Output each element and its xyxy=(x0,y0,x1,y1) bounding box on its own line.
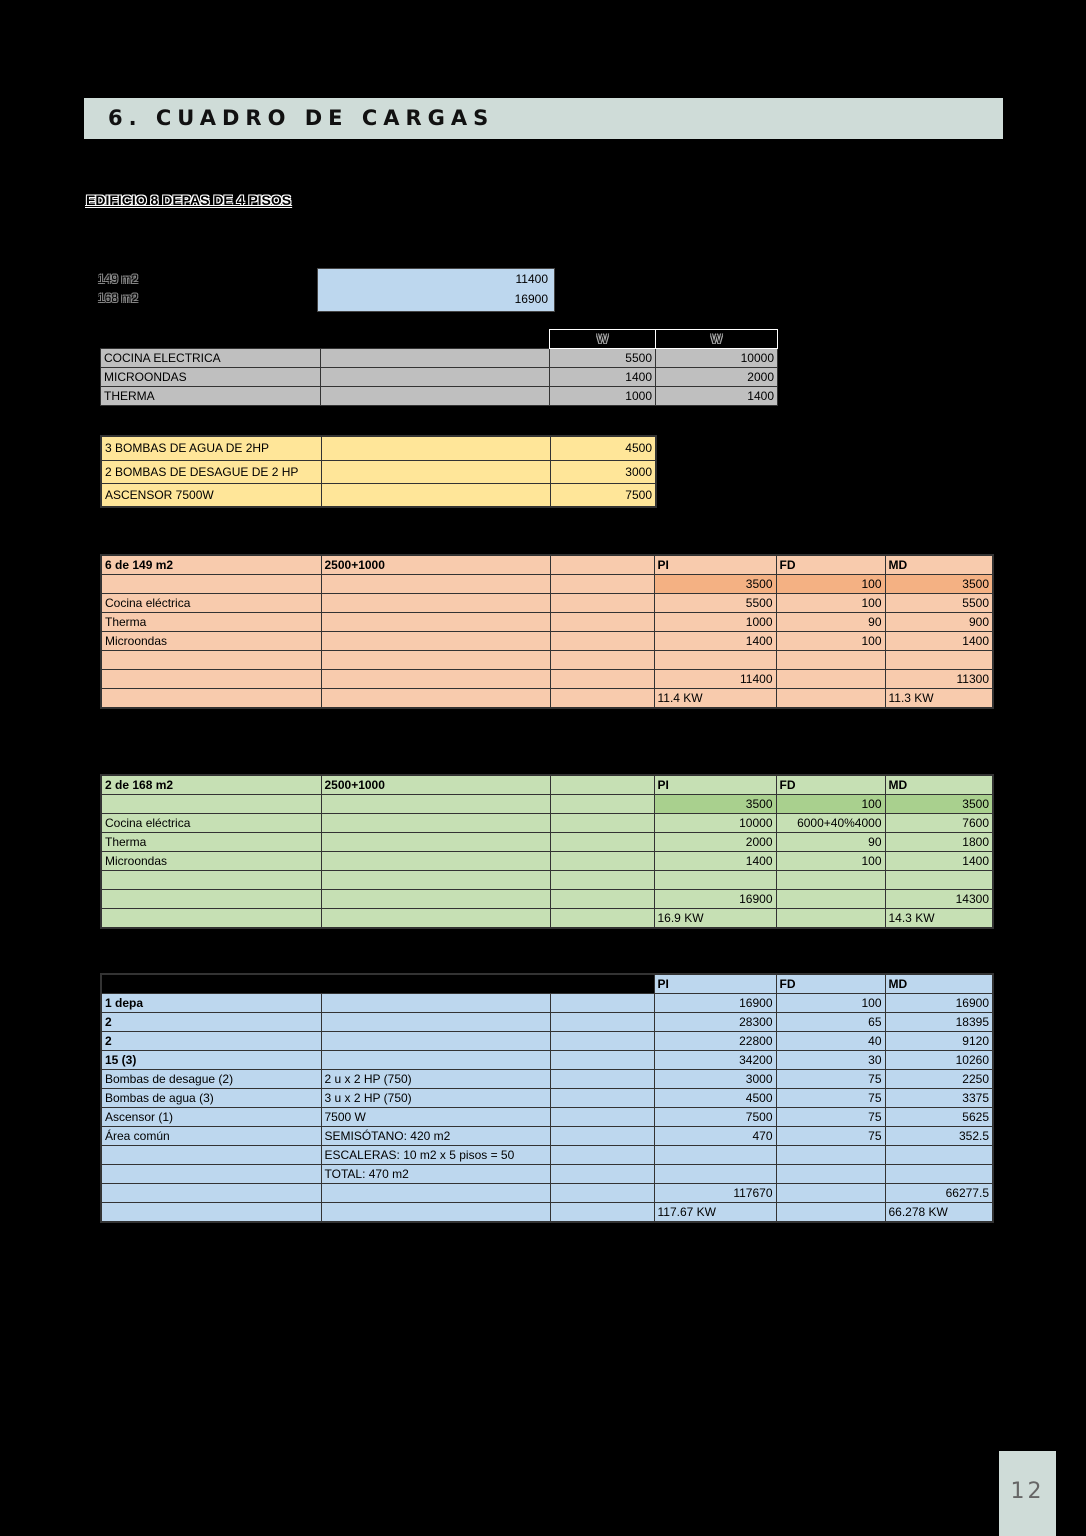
table-row xyxy=(101,689,993,709)
table-cell: 2 xyxy=(101,1032,321,1051)
building-subtitle: EDIFICIO 8 DEPAS DE 4 PISOS xyxy=(86,192,292,208)
table-cell xyxy=(321,613,550,632)
table-cell xyxy=(101,1184,321,1203)
table-row xyxy=(101,1070,993,1089)
table-cell: 7500 W xyxy=(321,1108,550,1127)
table-cell: 90 xyxy=(776,833,885,852)
table-cell: 1 depa xyxy=(101,994,321,1013)
total-load-table xyxy=(100,973,994,1223)
table-cell: 5625 xyxy=(885,1108,993,1127)
table-cell: 2 u x 2 HP (750) xyxy=(321,1070,550,1089)
table-cell: 16900 xyxy=(654,890,776,909)
table-cell xyxy=(321,833,550,852)
table-cell: 66.278 KW xyxy=(885,1203,993,1223)
table-cell xyxy=(654,1146,776,1165)
table-cell: 6000+40%4000 xyxy=(776,814,885,833)
table-cell xyxy=(885,651,993,670)
table-cell: 10000 xyxy=(656,349,778,368)
table-cell: 75 xyxy=(776,1070,885,1089)
header-cell: W xyxy=(656,330,778,349)
table-cell: FD xyxy=(776,555,885,575)
table-cell: 2 de 168 m2 xyxy=(101,775,321,795)
table-cell: Cocina eléctrica xyxy=(101,594,321,613)
table-row xyxy=(101,460,656,483)
table-cell: 66277.5 xyxy=(885,1184,993,1203)
table-cell: 1400 xyxy=(654,632,776,651)
table-cell: 11.4 KW xyxy=(654,689,776,709)
table-cell xyxy=(776,1165,885,1184)
table-cell: COCINA ELECTRICA xyxy=(101,349,321,368)
table-cell xyxy=(321,651,550,670)
table-cell xyxy=(321,1051,550,1070)
table-cell xyxy=(550,890,654,909)
table-cell xyxy=(321,594,550,613)
table-cell: 100 xyxy=(776,994,885,1013)
table-cell xyxy=(321,575,550,594)
table-cell: 22800 xyxy=(654,1032,776,1051)
table-cell: 1000 xyxy=(550,387,656,406)
table-cell: Microondas xyxy=(101,632,321,651)
table-cell: 75 xyxy=(776,1127,885,1146)
table-cell: 6 de 149 m2 xyxy=(101,555,321,575)
table-cell: PI xyxy=(654,775,776,795)
table-cell xyxy=(550,594,654,613)
table-cell xyxy=(776,890,885,909)
table-cell xyxy=(321,387,550,406)
table-cell xyxy=(101,871,321,890)
table-cell xyxy=(776,651,885,670)
table-cell: MD xyxy=(885,775,993,795)
table-cell xyxy=(321,349,550,368)
table-cell: 100 xyxy=(776,632,885,651)
table-cell: Cocina eléctrica xyxy=(101,814,321,833)
table-cell: 117.67 KW xyxy=(654,1203,776,1223)
table-cell xyxy=(101,689,321,709)
table-cell: 470 xyxy=(654,1127,776,1146)
table-cell: 11300 xyxy=(885,670,993,689)
table-cell xyxy=(550,1127,654,1146)
section-header xyxy=(84,98,1003,139)
table-cell: 10260 xyxy=(885,1051,993,1070)
table-cell xyxy=(550,670,654,689)
table-cell: 3000 xyxy=(550,460,656,483)
table-cell xyxy=(776,1146,885,1165)
table-cell xyxy=(550,871,654,890)
table-cell xyxy=(776,1184,885,1203)
table-cell: 352.5 xyxy=(885,1127,993,1146)
empty-cell xyxy=(550,974,654,994)
table-cell: 5500 xyxy=(550,349,656,368)
table-cell: 34200 xyxy=(654,1051,776,1070)
table-cell xyxy=(550,575,654,594)
table-cell: 4500 xyxy=(654,1089,776,1108)
table-cell: 16.9 KW xyxy=(654,909,776,929)
table-cell: 11.3 KW xyxy=(885,689,993,709)
table-row xyxy=(101,594,993,613)
table-cell xyxy=(776,670,885,689)
table-row xyxy=(101,1203,993,1223)
table-cell: ASCENSOR 7500W xyxy=(101,483,321,507)
table-cell xyxy=(550,1051,654,1070)
table-cell: 3500 xyxy=(654,795,776,814)
table-cell: Ascensor (1) xyxy=(101,1108,321,1127)
table-row xyxy=(101,833,993,852)
table-row xyxy=(101,795,993,814)
table-cell: 7500 xyxy=(550,483,656,507)
table-cell xyxy=(101,795,321,814)
table-cell: 14300 xyxy=(885,890,993,909)
table-cell: 1400 xyxy=(885,632,993,651)
table-cell xyxy=(776,689,885,709)
table-cell xyxy=(550,994,654,1013)
table-row xyxy=(101,1032,993,1051)
table-cell xyxy=(321,368,550,387)
table-cell xyxy=(101,1165,321,1184)
table-cell xyxy=(885,871,993,890)
header-cell: FD xyxy=(776,974,885,994)
table-cell xyxy=(550,1089,654,1108)
table-row xyxy=(101,1146,993,1165)
page-number-box xyxy=(999,1451,1056,1536)
table-cell: 3 u x 2 HP (750) xyxy=(321,1089,550,1108)
table-cell xyxy=(550,613,654,632)
section-title: 6. CUADRO DE CARGAS xyxy=(108,106,495,130)
table-cell xyxy=(101,670,321,689)
table-cell: Bombas de agua (3) xyxy=(101,1089,321,1108)
table-cell xyxy=(321,1013,550,1032)
table-cell xyxy=(101,1146,321,1165)
table-cell: 65 xyxy=(776,1013,885,1032)
table-cell xyxy=(550,814,654,833)
table-cell xyxy=(321,814,550,833)
table-cell xyxy=(101,890,321,909)
table-cell xyxy=(550,852,654,871)
table-cell xyxy=(550,689,654,709)
table-cell xyxy=(776,909,885,929)
table-cell: 10000 xyxy=(654,814,776,833)
table-cell: 2500+1000 xyxy=(321,555,550,575)
table-cell xyxy=(776,1203,885,1223)
table-row xyxy=(101,575,993,594)
header-cell: MD xyxy=(885,974,993,994)
table-cell xyxy=(321,436,550,460)
table-cell: 5500 xyxy=(885,594,993,613)
table-cell xyxy=(321,632,550,651)
table-row xyxy=(101,349,778,368)
table-cell: 9120 xyxy=(885,1032,993,1051)
table-cell: 2250 xyxy=(885,1070,993,1089)
table-cell: 16900 xyxy=(654,994,776,1013)
table-cell: FD xyxy=(776,775,885,795)
table-cell: 3375 xyxy=(885,1089,993,1108)
summary-label: 149 m2 xyxy=(98,272,139,286)
table-cell: 100 xyxy=(776,795,885,814)
table-cell: 100 xyxy=(776,594,885,613)
table-row xyxy=(101,871,993,890)
table-cell xyxy=(550,775,654,795)
table-cell: Therma xyxy=(101,613,321,632)
table-cell: 75 xyxy=(776,1108,885,1127)
table-cell xyxy=(321,689,550,709)
table-cell: THERMA xyxy=(101,387,321,406)
table-cell: 3500 xyxy=(885,795,993,814)
table-cell xyxy=(550,833,654,852)
table-cell: 30 xyxy=(776,1051,885,1070)
table-cell: 1400 xyxy=(885,852,993,871)
pumps-table xyxy=(100,435,657,508)
table-cell: MD xyxy=(885,555,993,575)
table-cell: PI xyxy=(654,555,776,575)
table-cell: 2000 xyxy=(656,368,778,387)
table-row xyxy=(101,613,993,632)
table-cell: 28300 xyxy=(654,1013,776,1032)
table-cell xyxy=(550,1165,654,1184)
table-row xyxy=(101,1127,993,1146)
table-cell: 11400 xyxy=(654,670,776,689)
table-cell: 14.3 KW xyxy=(885,909,993,929)
table-cell: 1800 xyxy=(885,833,993,852)
table-cell xyxy=(654,871,776,890)
table-cell: 90 xyxy=(776,613,885,632)
table-cell xyxy=(550,1108,654,1127)
header-cell: PI xyxy=(654,974,776,994)
table-cell xyxy=(550,1013,654,1032)
table-row xyxy=(101,670,993,689)
table-cell: 7500 xyxy=(654,1108,776,1127)
summary-value: 11400 xyxy=(515,272,548,286)
table-row xyxy=(101,1165,993,1184)
table-cell xyxy=(550,632,654,651)
table-cell xyxy=(550,1146,654,1165)
table-cell xyxy=(550,1184,654,1203)
table-cell xyxy=(321,909,550,929)
table-row xyxy=(101,436,656,460)
table-cell xyxy=(101,575,321,594)
table-cell: TOTAL: 470 m2 xyxy=(321,1165,550,1184)
load-table-168 xyxy=(100,774,994,929)
table-cell: 900 xyxy=(885,613,993,632)
table-row xyxy=(101,555,993,575)
table-cell xyxy=(321,890,550,909)
table-cell xyxy=(550,795,654,814)
table-cell xyxy=(101,909,321,929)
table-cell xyxy=(550,651,654,670)
table-cell xyxy=(885,1146,993,1165)
table-cell xyxy=(321,795,550,814)
table-cell xyxy=(101,651,321,670)
table-cell: 2 xyxy=(101,1013,321,1032)
table-row xyxy=(101,1108,993,1127)
table-cell xyxy=(321,670,550,689)
summary-value: 16900 xyxy=(514,292,548,306)
table-cell: 4500 xyxy=(550,436,656,460)
table-cell xyxy=(885,1165,993,1184)
table-cell xyxy=(550,1070,654,1089)
table-cell xyxy=(321,483,550,507)
table-cell xyxy=(550,555,654,575)
table-cell: SEMISÓTANO: 420 m2 xyxy=(321,1127,550,1146)
table-cell xyxy=(550,1032,654,1051)
table-cell xyxy=(321,1032,550,1051)
table-header-row xyxy=(101,974,993,994)
page-number: 12 xyxy=(1010,1479,1045,1504)
table-cell: 2500+1000 xyxy=(321,775,550,795)
table-cell: 2 BOMBAS DE DESAGUE DE 2 HP xyxy=(101,460,321,483)
table-row xyxy=(101,1089,993,1108)
table-cell: MICROONDAS xyxy=(101,368,321,387)
table-cell: 3000 xyxy=(654,1070,776,1089)
table-row xyxy=(101,483,656,507)
table-cell: 7600 xyxy=(885,814,993,833)
table-row xyxy=(101,1184,993,1203)
table-cell: 18395 xyxy=(885,1013,993,1032)
table-row xyxy=(101,890,993,909)
summary-label: 168 m2 xyxy=(98,291,139,305)
table-row xyxy=(101,1051,993,1070)
table-cell: 2000 xyxy=(654,833,776,852)
appliance-table xyxy=(100,329,778,406)
table-cell xyxy=(550,909,654,929)
table-cell xyxy=(550,1203,654,1223)
empty-cell xyxy=(101,974,321,994)
table-cell: Microondas xyxy=(101,852,321,871)
table-cell: 75 xyxy=(776,1089,885,1108)
table-cell: 3500 xyxy=(885,575,993,594)
table-cell xyxy=(321,852,550,871)
table-cell xyxy=(321,460,550,483)
table-row xyxy=(101,994,993,1013)
table-cell xyxy=(321,1184,550,1203)
table-cell xyxy=(776,871,885,890)
table-cell: 1400 xyxy=(654,852,776,871)
table-cell: 3500 xyxy=(654,575,776,594)
table-cell: 16900 xyxy=(885,994,993,1013)
table-cell: 1400 xyxy=(656,387,778,406)
table-row xyxy=(101,1013,993,1032)
table-cell xyxy=(321,1203,550,1223)
table-row xyxy=(101,909,993,929)
table-cell xyxy=(654,1165,776,1184)
table-cell: Therma xyxy=(101,833,321,852)
summary-box xyxy=(317,268,555,312)
table-cell: Área común xyxy=(101,1127,321,1146)
table-cell xyxy=(654,651,776,670)
table-cell xyxy=(101,1203,321,1223)
table-cell xyxy=(321,994,550,1013)
table-cell: 1400 xyxy=(550,368,656,387)
table-row xyxy=(101,387,778,406)
table-cell: 100 xyxy=(776,575,885,594)
table-cell: 5500 xyxy=(654,594,776,613)
table-cell: 100 xyxy=(776,852,885,871)
table-row xyxy=(101,814,993,833)
table-cell: ESCALERAS: 10 m2 x 5 pisos = 50 xyxy=(321,1146,550,1165)
table-cell xyxy=(321,871,550,890)
table-row xyxy=(101,632,993,651)
table-row xyxy=(101,775,993,795)
empty-cell xyxy=(321,974,550,994)
table-cell: 40 xyxy=(776,1032,885,1051)
table-row xyxy=(101,651,993,670)
load-table-149 xyxy=(100,554,994,709)
table-cell: 3 BOMBAS DE AGUA DE 2HP xyxy=(101,436,321,460)
table-cell: Bombas de desague (2) xyxy=(101,1070,321,1089)
table-cell: 117670 xyxy=(654,1184,776,1203)
header-cell: W xyxy=(550,330,656,349)
table-cell: 1000 xyxy=(654,613,776,632)
table-row xyxy=(101,852,993,871)
table-cell: 15 (3) xyxy=(101,1051,321,1070)
table-row xyxy=(101,368,778,387)
